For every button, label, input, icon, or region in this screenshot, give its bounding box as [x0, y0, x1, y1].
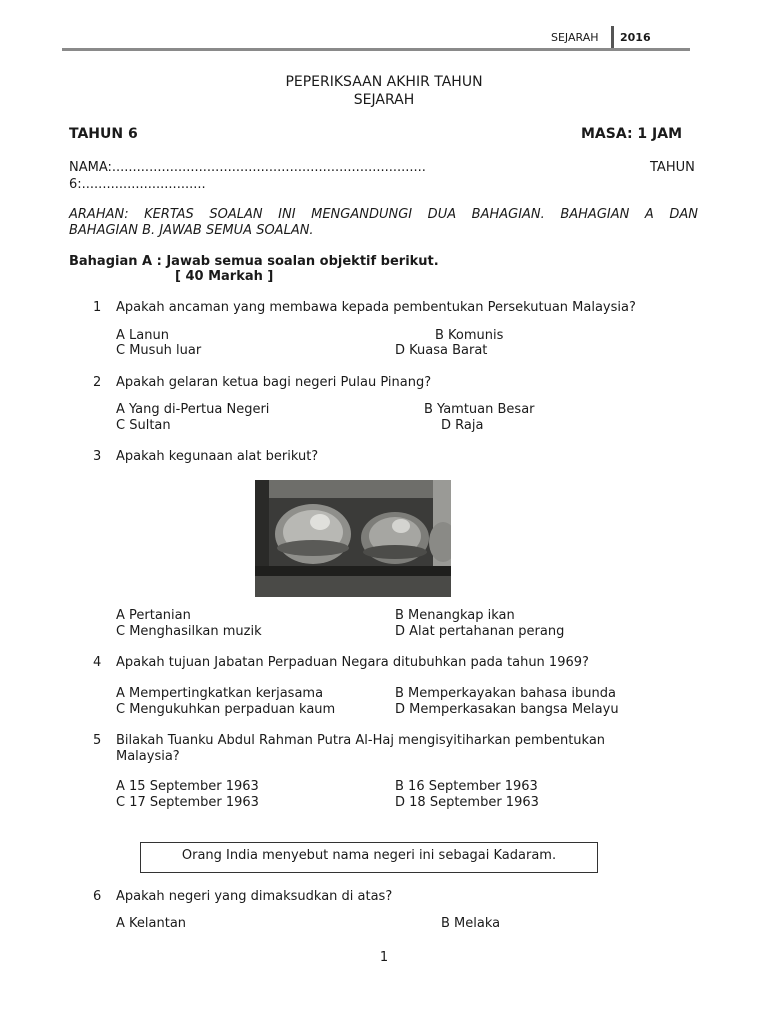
option-d[interactable]: D Alat pertahanan perang [395, 624, 565, 639]
duration-label: MASA: 1 JAM [581, 126, 683, 142]
option-c[interactable]: C 17 September 1963 [116, 795, 259, 810]
option-a[interactable]: A Pertanian [116, 608, 191, 623]
question-number: 6 [93, 889, 102, 904]
option-c[interactable]: C Menghasilkan muzik [116, 624, 262, 639]
option-a[interactable]: A 15 September 1963 [116, 779, 259, 794]
option-c[interactable]: C Mengukuhkan perpaduan kaum [116, 702, 336, 717]
option-b[interactable]: B Melaka [441, 916, 501, 931]
exam-title: PEPERIKSAAN AKHIR TAHUN [285, 74, 483, 90]
question-number: 2 [93, 375, 102, 390]
grade-label: TAHUN 6 [69, 126, 138, 142]
question-text: Bilakah Tuanku Abdul Rahman Putra Al-Haj mengisyitiharkan pembentukan [116, 733, 606, 748]
question-text: Apakah gelaran ketua bagi negeri Pulau Pinang? [116, 375, 432, 390]
header-separator [611, 26, 614, 48]
instructions-line-1: ARAHAN: KERTAS SOALAN INI MENGANDUNGI DUA BAHAGIAN. BAHAGIAN A DAN [69, 207, 698, 222]
option-b[interactable]: B 16 September 1963 [395, 779, 538, 794]
question-text: Apakah tujuan Jabatan Perpaduan Negara ditubuhkan pada tahun 1969? [116, 655, 589, 670]
option-d[interactable]: D Kuasa Barat [395, 343, 488, 358]
question-number: 1 [93, 300, 102, 315]
option-b[interactable]: B Memperkayakan bahasa ibunda [395, 686, 616, 701]
option-d[interactable]: D 18 September 1963 [395, 795, 539, 810]
question-number: 3 [93, 449, 102, 464]
option-b[interactable]: B Komunis [435, 328, 504, 343]
header-year: 2016 [620, 31, 651, 44]
question-number: 4 [93, 655, 102, 670]
section-heading: Bahagian A : Jawab semua soalan objektif berikut. [69, 254, 439, 269]
option-d[interactable]: D Memperkasakan bangsa Melayu [395, 702, 619, 717]
option-c[interactable]: C Musuh luar [116, 343, 202, 358]
option-a[interactable]: A Lanun [116, 328, 169, 343]
option-c[interactable]: C Sultan [116, 418, 171, 433]
instructions-line-2: BAHAGIAN B. JAWAB SEMUA SOALAN. [69, 223, 314, 238]
section-marks: [ 40 Markah ] [175, 269, 274, 284]
header-subject: SEJARAH [551, 31, 599, 44]
question-text: Apakah ancaman yang membawa kepada pembentukan Persekutuan Malaysia? [116, 300, 636, 315]
page-number: 1 [379, 950, 389, 965]
question-text-cont: Malaysia? [116, 749, 180, 764]
option-a[interactable]: A Kelantan [116, 916, 187, 931]
exam-subject-title: SEJARAH [353, 92, 415, 108]
class-field[interactable]: 6:.............................. [69, 177, 206, 192]
option-d[interactable]: D Raja [441, 418, 484, 433]
gong-instrument-photo [255, 480, 451, 597]
stimulus-box: Orang India menyebut nama negeri ini sebagai Kadaram. [140, 842, 598, 873]
option-b[interactable]: B Yamtuan Besar [424, 402, 535, 417]
option-a[interactable]: A Mempertingkatkan kerjasama [116, 686, 324, 701]
option-a[interactable]: A Yang di-Pertua Negeri [116, 402, 270, 417]
name-field[interactable]: NAMA:............................................................................ [69, 160, 426, 175]
class-field-label: TAHUN [650, 160, 695, 175]
question-text: Apakah negeri yang dimaksudkan di atas? [116, 889, 393, 904]
option-b[interactable]: B Menangkap ikan [395, 608, 515, 623]
header-rule [62, 48, 690, 51]
question-text: Apakah kegunaan alat berikut? [116, 449, 319, 464]
question-number: 5 [93, 733, 102, 748]
